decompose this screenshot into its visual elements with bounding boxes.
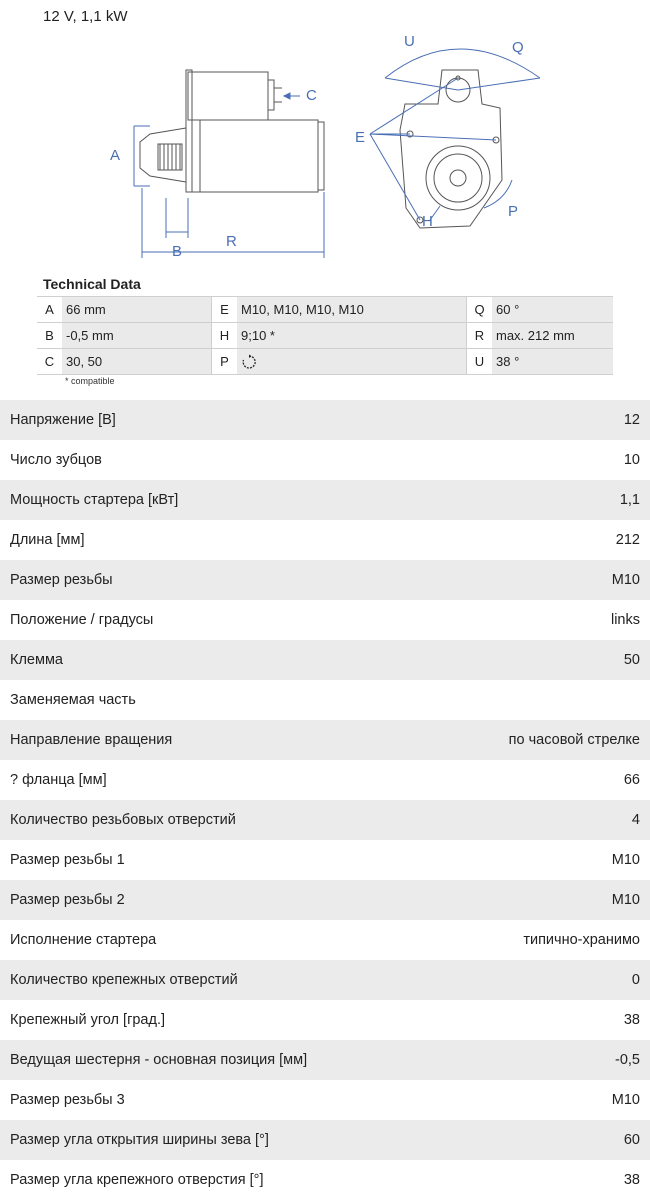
spec-row [0, 560, 650, 600]
spec-value: M10 [611, 1092, 640, 1108]
footnote-compatible: * compatible [65, 376, 115, 386]
spec-row [0, 800, 650, 840]
spec-row [0, 1040, 650, 1080]
dim-label-c: C [306, 87, 317, 104]
starter-technical-drawing [0, 30, 650, 270]
spec-name: Количество крепежных отверстий [10, 972, 238, 988]
spec-value: 1,1 [619, 492, 640, 508]
tech-label: A [37, 297, 62, 323]
spec-name: Мощность стартера [кВт] [10, 492, 179, 508]
tech-value: 9;10 * [237, 323, 467, 349]
spec-name: Число зубцов [10, 452, 102, 468]
technical-data-table [37, 296, 613, 375]
spec-name: Длина [мм] [10, 532, 85, 548]
spec-value: 0 [631, 972, 640, 988]
tech-value [237, 349, 467, 375]
spec-value: M10 [611, 892, 640, 908]
tech-label: P [212, 349, 238, 375]
tech-label: Q [467, 297, 493, 323]
spec-row [0, 1160, 650, 1200]
spec-row [0, 720, 650, 760]
spec-row [0, 760, 650, 800]
spec-row [0, 1120, 650, 1160]
spec-name: Размер угла открытия ширины зева [°] [10, 1132, 269, 1148]
spec-value: 4 [631, 812, 640, 828]
tech-value: max. 212 mm [492, 323, 613, 349]
tech-label: B [37, 323, 62, 349]
dim-label-r: R [226, 233, 237, 250]
tech-value: 38 ° [492, 349, 613, 375]
spec-name: Ведущая шестерня - основная позиция [мм] [10, 1052, 308, 1068]
spec-list [0, 400, 650, 1200]
spec-name: Размер угла крепежного отверстия [°] [10, 1172, 264, 1188]
spec-row [0, 880, 650, 920]
spec-name: Напряжение [В] [10, 412, 116, 428]
spec-value: 66 [623, 772, 640, 788]
spec-row [0, 920, 650, 960]
spec-row [0, 600, 650, 640]
dim-label-a: A [110, 147, 121, 164]
spec-value: по часовой стрелке [508, 732, 640, 748]
spec-value: M10 [611, 852, 640, 868]
tech-row [37, 349, 613, 375]
spec-row [0, 400, 650, 440]
spec-name: Размер резьбы 1 [10, 852, 125, 868]
dim-label-h: H [422, 213, 433, 230]
spec-value: 212 [615, 532, 640, 548]
spec-value: M10 [611, 572, 640, 588]
tech-row [37, 323, 613, 349]
page-title: 12 V, 1,1 kW [43, 8, 128, 25]
tech-label: C [37, 349, 62, 375]
tech-value: 30, 50 [62, 349, 212, 375]
spec-row [0, 520, 650, 560]
spec-value: 38 [623, 1012, 640, 1028]
tech-value: -0,5 mm [62, 323, 212, 349]
tech-label: E [212, 297, 238, 323]
tech-value: 60 ° [492, 297, 613, 323]
spec-name: Положение / градусы [10, 612, 154, 628]
tech-value: 66 mm [62, 297, 212, 323]
spec-row [0, 1080, 650, 1120]
spec-value: 50 [623, 652, 640, 668]
technical-data-title: Technical Data [43, 276, 141, 292]
spec-row [0, 640, 650, 680]
dim-label-p: P [508, 203, 519, 220]
dim-label-q: Q [512, 39, 524, 56]
spec-row [0, 840, 650, 880]
dim-label-u: U [404, 33, 415, 50]
spec-name: ? фланца [мм] [10, 772, 107, 788]
tech-label: U [467, 349, 493, 375]
spec-row [0, 440, 650, 480]
spec-value: 38 [623, 1172, 640, 1188]
tech-value: M10, M10, M10, M10 [237, 297, 467, 323]
spec-name: Размер резьбы [10, 572, 113, 588]
spec-name: Заменяемая часть [10, 692, 136, 708]
spec-value: 60 [623, 1132, 640, 1148]
clockwise-rotation-icon [241, 354, 257, 370]
dim-label-e: E [355, 129, 366, 146]
spec-row [0, 680, 650, 720]
spec-row [0, 1000, 650, 1040]
spec-row [0, 480, 650, 520]
spec-name: Количество резьбовых отверстий [10, 812, 236, 828]
spec-row [0, 960, 650, 1000]
tech-label: H [212, 323, 238, 349]
spec-value: links [610, 612, 640, 628]
tech-row [37, 297, 613, 323]
spec-value: 10 [623, 452, 640, 468]
spec-name: Размер резьбы 2 [10, 892, 125, 908]
spec-value: типично-хранимо [523, 932, 640, 948]
spec-value: -0,5 [615, 1052, 640, 1068]
tech-label: R [467, 323, 493, 349]
spec-name: Размер резьбы 3 [10, 1092, 125, 1108]
spec-name: Клемма [10, 652, 63, 668]
spec-name: Направление вращения [10, 732, 173, 748]
dim-label-b: B [172, 243, 183, 260]
spec-name: Крепежный угол [град.] [10, 1012, 166, 1028]
spec-name: Исполнение стартера [10, 932, 157, 948]
spec-value: 12 [623, 412, 640, 428]
